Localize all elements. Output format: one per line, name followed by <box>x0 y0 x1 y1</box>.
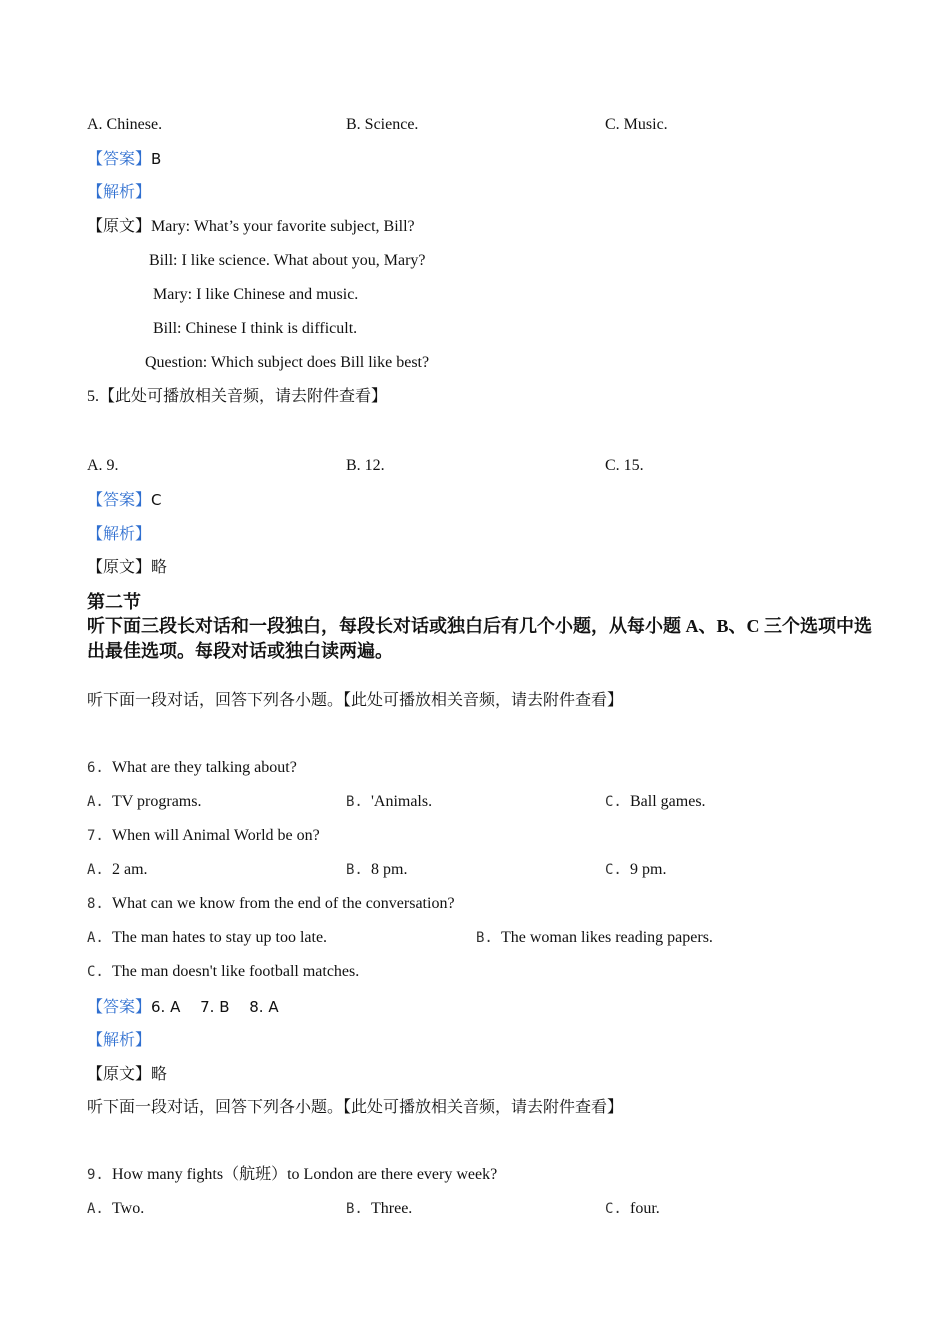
transcript-text: 略 <box>151 559 168 576</box>
question-8 <box>87 894 455 914</box>
section-instructions: 听下面三段长对话和一段独白，每段长对话或独白后有几个小题，从每小题 A、B、C 三个选项中选出最佳选项。每段对话或独白读两遍。 <box>87 616 872 661</box>
transcript-line: Bill: I like science. What about you, Mary? <box>149 252 426 269</box>
option-text: 2 am. <box>112 861 148 878</box>
question-number: 6. <box>87 760 104 776</box>
option-a: A. Chinese. <box>87 116 163 133</box>
answer-line <box>87 997 279 1018</box>
option-text: Two. <box>112 1200 145 1217</box>
option-c <box>605 1199 660 1219</box>
option-text: Three. <box>371 1200 413 1217</box>
answer-value: B <box>151 150 162 168</box>
option-letter: A. <box>87 1201 104 1217</box>
option-text: 9 pm. <box>630 861 667 878</box>
option-b <box>346 1199 412 1219</box>
answer-label: 【答案】 <box>87 999 152 1016</box>
question-text: What can we know from the end of the conversation? <box>112 895 455 912</box>
analysis-label: 【解析】 <box>87 1032 152 1049</box>
answer-line <box>87 490 162 511</box>
transcript-line <box>87 1065 167 1085</box>
transcript-line: Question: Which subject does Bill like best? <box>145 354 430 371</box>
option-text: 8 pm. <box>371 861 408 878</box>
option-letter: A. <box>87 862 104 878</box>
option-text: Ball games. <box>630 793 706 810</box>
option-text: four. <box>630 1200 660 1217</box>
option-a <box>87 928 327 948</box>
option-c <box>87 962 359 982</box>
option-a: A. 9. <box>87 457 119 474</box>
listen-prompt: 听下面一段对话，回答下列各小题。【此处可播放相关音频，请去附件查看】 <box>87 1099 624 1116</box>
transcript-line: Bill: Chinese I think is difficult. <box>153 320 358 337</box>
option-a <box>87 860 148 880</box>
option-letter: C. <box>605 1201 622 1217</box>
option-text: The woman likes reading papers. <box>501 929 713 946</box>
transcript-text: 略 <box>151 1066 168 1083</box>
question-9 <box>87 1165 497 1185</box>
option-letter: A. <box>87 930 104 946</box>
option-b <box>346 792 432 812</box>
answer-line <box>87 149 161 170</box>
option-a <box>87 1199 144 1219</box>
transcript-line: Mary: I like Chinese and music. <box>153 286 359 303</box>
question-text: How many fights（航班）to London are there every week? <box>112 1166 498 1183</box>
option-c: C. Music. <box>605 116 668 133</box>
analysis-label: 【解析】 <box>87 526 152 543</box>
option-letter: B. <box>476 930 493 946</box>
question-number: 8. <box>87 896 104 912</box>
answer-value: 6. A 7. B 8. A <box>151 998 279 1016</box>
transcript-line <box>87 217 415 237</box>
option-b <box>476 928 713 948</box>
answer-label: 【答案】 <box>87 492 152 509</box>
option-a <box>87 792 201 812</box>
listen-prompt: 听下面一段对话，回答下列各小题。【此处可播放相关音频，请去附件查看】 <box>87 692 624 709</box>
option-text: 'Animals. <box>371 793 433 810</box>
option-letter: C. <box>605 862 622 878</box>
question-number: 9. <box>87 1167 104 1183</box>
option-text: The man hates to stay up too late. <box>112 929 328 946</box>
option-letter: B. <box>346 794 363 810</box>
option-b: B. 12. <box>346 457 385 474</box>
option-c <box>605 792 706 812</box>
section-title: 第二节 <box>87 592 141 612</box>
option-b <box>346 860 407 880</box>
question-text: What are they talking about? <box>112 759 297 776</box>
option-text: The man doesn't like football matches. <box>112 963 360 980</box>
answer-value: C <box>151 491 162 509</box>
original-label: 【原文】 <box>87 1066 152 1083</box>
option-letter: C. <box>87 964 104 980</box>
original-label: 【原文】 <box>87 559 152 576</box>
option-c: C. 15. <box>605 457 644 474</box>
answer-label: 【答案】 <box>87 151 152 168</box>
question-text: When will Animal World be on? <box>112 827 320 844</box>
option-letter: C. <box>605 794 622 810</box>
question-5-stem: 5.【此处可播放相关音频，请去附件查看】 <box>87 388 388 405</box>
transcript-line <box>87 558 167 578</box>
original-label: 【原文】 <box>87 218 152 235</box>
option-text: TV programs. <box>112 793 202 810</box>
option-c <box>605 860 666 880</box>
transcript-text: Mary: What’s your favorite subject, Bill? <box>151 218 415 235</box>
analysis-label: 【解析】 <box>87 184 152 201</box>
option-b: B. Science. <box>346 116 419 133</box>
question-number: 7. <box>87 828 104 844</box>
question-6 <box>87 758 297 778</box>
question-7 <box>87 826 320 846</box>
option-letter: A. <box>87 794 104 810</box>
option-letter: B. <box>346 1201 363 1217</box>
option-letter: B. <box>346 862 363 878</box>
